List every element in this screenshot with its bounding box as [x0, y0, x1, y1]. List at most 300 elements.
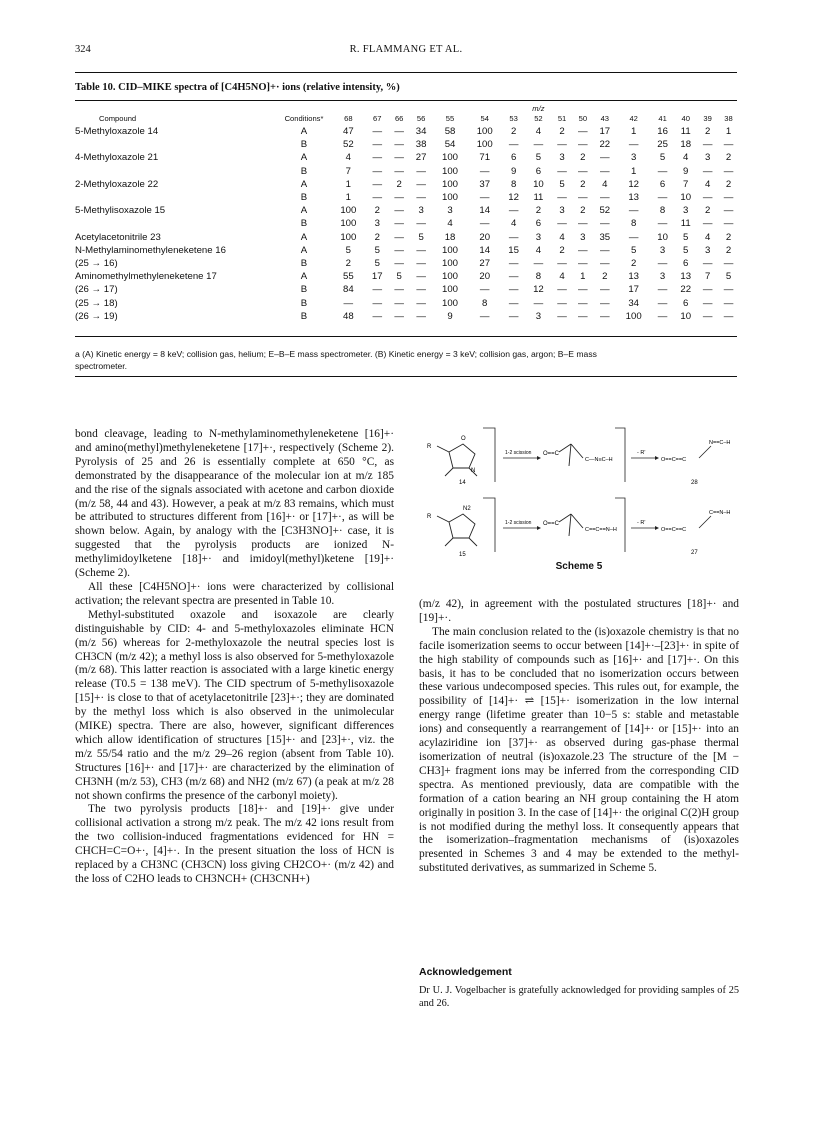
intensity-cell: 5: [683, 244, 689, 256]
intensity-cell: 2: [580, 152, 586, 164]
intensity-cell: 16: [657, 126, 668, 137]
intensity-cell: 15: [508, 244, 519, 256]
intensity-cell: 4: [345, 152, 352, 164]
intensity-cell: 12: [533, 284, 544, 296]
column-header-mz: 55: [445, 114, 455, 123]
intensity-cell: —: [394, 297, 404, 309]
left-column: [75, 428, 394, 887]
condition-cell: A: [300, 178, 308, 190]
intensity-cell: 3: [535, 310, 542, 322]
column-header-mz: 56: [416, 114, 426, 123]
intensity-cell: 1: [580, 271, 586, 283]
intensity-cell: 9: [510, 165, 517, 177]
intensity-cell: —: [372, 178, 383, 190]
intensity-cell: 17: [628, 284, 640, 296]
compound-cell: [75, 217, 277, 230]
intensity-cell: —: [557, 218, 567, 230]
intensity-cell: 2: [559, 244, 565, 256]
intensity-cell: —: [628, 205, 639, 217]
intensity-cell: —: [557, 284, 567, 296]
intensity-cell: 4: [535, 126, 542, 137]
ring-atom-n: N: [471, 468, 476, 474]
intensity-cell: —: [394, 165, 404, 177]
intensity-cell: —: [372, 297, 383, 309]
intensity-cell: 10: [680, 310, 692, 322]
intensity-cell: —: [599, 152, 610, 164]
column-header-mz: 38: [724, 114, 733, 123]
intensity-cell: 5: [559, 178, 565, 190]
intensity-cell: —: [723, 310, 734, 322]
intensity-cell: 1: [631, 165, 637, 177]
intensity-cell: —: [578, 192, 588, 204]
condition-cell: B: [300, 165, 308, 177]
intensity-cell: 13: [680, 271, 692, 283]
condition-cell: A: [300, 126, 308, 137]
intensity-cell: 3: [374, 218, 380, 230]
intensity-cell: 17: [599, 126, 611, 137]
table-caption: Table 10. CID–MIKE spectra of [C4H5NO]+· ions (relative intensity, %): [75, 82, 400, 93]
intensity-cell: —: [723, 258, 734, 270]
intensity-cell: —: [416, 244, 426, 256]
intensity-cell: 22: [680, 284, 692, 296]
intensity-cell: 2: [374, 231, 380, 243]
intensity-cell: 35: [599, 231, 611, 243]
table-top-rule: [75, 100, 737, 101]
intensity-cell: —: [394, 152, 404, 164]
column-header-mz: 39: [703, 114, 712, 123]
intensity-cell: 100: [340, 231, 357, 243]
intensity-cell: 100: [340, 205, 357, 217]
bond: [699, 446, 711, 458]
intensity-cell: —: [372, 165, 383, 177]
intensity-cell: 47: [343, 126, 354, 137]
intensity-cell: —: [578, 297, 588, 309]
column-header-mz: 42: [629, 114, 638, 123]
intensity-cell: —: [394, 205, 404, 217]
intensity-cell: —: [394, 258, 404, 270]
intensity-cell: 3: [559, 205, 565, 217]
table-row: [75, 138, 739, 151]
intensity-cell: —: [702, 297, 713, 309]
intensity-cell: —: [557, 165, 567, 177]
intensity-cell: 2: [510, 126, 517, 137]
paragraph: The two pyrolysis products [18]+· and [19]+· give under collisional activation a strong m/z peak. The m/z 42 ions result from the two collision-induced fragmentations evidenced for HN = CHCH=C=O+·, [4]+·. In the present situation the loss of HCN is replaced by a CH3NC (CH3CN) loss giving CH2CO+· (m/z 42) and the loss of C2HO leads to CH3NCH+ (CH3CNH+): [75, 803, 394, 885]
ketene-structure: [559, 444, 583, 466]
intensity-cell: —: [394, 284, 404, 296]
intensity-cell: 22: [599, 139, 611, 151]
intensity-cell: 6: [683, 297, 689, 309]
intensity-cell: —: [372, 152, 383, 164]
intensity-cell: —: [533, 258, 544, 270]
intensity-cell: —: [508, 139, 519, 151]
intensity-cell: 7: [683, 178, 689, 190]
intensity-cell: 4: [510, 218, 517, 230]
intensity-cell: 6: [535, 165, 542, 177]
paragraph: All these [C4H5NO]+· ions were characterized by collisional activation; the relevant spectra are presented in Table 10.: [75, 580, 394, 607]
intensity-cell: 5: [683, 231, 689, 243]
compound-cell: 2-Methyloxazole 22: [75, 178, 159, 190]
intensity-cell: 38: [415, 139, 427, 151]
intensity-cell: 1: [345, 178, 352, 190]
scission-label: 1-2 scission: [505, 520, 532, 526]
column-header-mz: 66: [394, 114, 404, 123]
intensity-cell: —: [394, 126, 404, 137]
cid-mike-table: [75, 104, 739, 323]
intensity-cell: 6: [535, 218, 542, 230]
intensity-cell: 12: [628, 178, 640, 190]
section-rule: [75, 376, 737, 377]
intensity-cell: 4: [704, 178, 711, 190]
intensity-cell: 5: [374, 258, 380, 270]
intensity-cell: 2: [559, 126, 565, 137]
intensity-cell: 5: [396, 271, 402, 283]
intensity-cell: —: [416, 284, 426, 296]
intensity-cell: —: [599, 284, 610, 296]
column-header-mz: 43: [600, 114, 610, 123]
intensity-cell: —: [628, 139, 639, 151]
compound-label: 27: [691, 550, 698, 556]
table-row: [75, 257, 739, 270]
table-row: [75, 244, 739, 257]
intensity-cell: 100: [442, 178, 459, 190]
substituent-r: R: [427, 514, 432, 520]
intensity-cell: 3: [418, 205, 424, 217]
intensity-cell: —: [372, 126, 383, 137]
scheme-5-diagram: [419, 420, 739, 580]
intensity-cell: 100: [442, 244, 459, 256]
intensity-cell: —: [702, 165, 713, 177]
intensity-cell: 10: [533, 178, 544, 190]
intensity-cell: —: [416, 258, 426, 270]
intensity-cell: 2: [580, 178, 586, 190]
intensity-cell: —: [416, 192, 426, 204]
radical-bracket: [615, 498, 625, 552]
intensity-cell: —: [578, 218, 588, 230]
intensity-cell: 4: [602, 178, 608, 190]
intensity-cell: —: [723, 218, 734, 230]
intensity-cell: 48: [343, 310, 354, 322]
intensity-cell: 54: [444, 139, 456, 151]
product-text: O==C==C: [661, 457, 687, 463]
condition-cell: A: [300, 244, 308, 256]
paragraph: (m/z 42), in agreement with the postulated structures [18]+· and [19]+·.: [419, 598, 739, 624]
intensity-cell: —: [394, 139, 404, 151]
compound-label: 28: [691, 480, 698, 486]
intensity-cell: —: [508, 284, 519, 296]
intensity-cell: —: [578, 165, 588, 177]
compound-cell: Aminomethylmethyleneketene 17: [75, 271, 217, 283]
intensity-cell: 11: [680, 218, 691, 230]
intensity-cell: —: [416, 310, 426, 322]
intensity-cell: 8: [482, 297, 488, 309]
acknowledgement-heading: Acknowledgement: [419, 966, 512, 978]
table-body: [75, 125, 739, 323]
compound-cell: (25 → 18): [75, 297, 118, 309]
condition-cell: A: [300, 152, 308, 164]
intensity-cell: —: [394, 310, 404, 322]
intensity-cell: 5: [535, 152, 542, 164]
loss-label: - R': [637, 450, 646, 456]
intensity-cell: 1: [725, 126, 732, 137]
radical-bracket: [615, 428, 625, 482]
intensity-cell: 6: [683, 258, 689, 270]
intensity-cell: —: [702, 192, 713, 204]
radical-bracket: [483, 498, 495, 552]
column-header-mz: 68: [344, 114, 353, 123]
intensity-cell: 100: [442, 297, 459, 309]
mz-label: m/z: [532, 104, 545, 113]
intensity-cell: —: [557, 192, 567, 204]
intensity-cell: —: [394, 231, 404, 243]
table-row: [75, 310, 739, 323]
intensity-cell: 100: [476, 139, 493, 151]
intensity-cell: 2: [396, 178, 402, 190]
intensity-cell: 4: [559, 231, 565, 243]
intensity-cell: —: [533, 139, 544, 151]
intensity-cell: 4: [683, 152, 689, 164]
intensity-cell: 3: [683, 205, 689, 217]
intensity-cell: 4: [559, 271, 565, 283]
intensity-cell: —: [479, 218, 490, 230]
loss-label: - R': [637, 520, 646, 526]
intensity-cell: 18: [444, 231, 456, 243]
intensity-cell: 52: [343, 139, 354, 151]
compound-cell: 5-Methylisoxazole 15: [75, 205, 166, 217]
intensity-cell: —: [372, 192, 383, 204]
intensity-cell: 7: [704, 271, 711, 283]
intensity-cell: 37: [479, 178, 491, 190]
intensity-cell: 3: [704, 152, 711, 164]
ketene-o: O==C: [543, 521, 560, 527]
product-text: C==N–H: [709, 510, 731, 516]
intensity-cell: 5: [659, 152, 666, 164]
compound-cell: [75, 138, 277, 151]
intensity-cell: 13: [628, 271, 640, 283]
intensity-cell: 2: [580, 205, 586, 217]
intensity-cell: 1: [345, 192, 352, 204]
intensity-cell: —: [508, 258, 519, 270]
intensity-cell: —: [557, 297, 567, 309]
ring-atom-o: O: [461, 436, 466, 442]
table-bottom-rule: [75, 336, 737, 337]
compound-cell: 4-Methyloxazole 21: [75, 152, 159, 164]
column-header-mz: 54: [480, 114, 489, 123]
intensity-cell: —: [394, 244, 404, 256]
intensity-cell: 11: [533, 192, 544, 204]
intensity-cell: —: [416, 218, 426, 230]
intensity-cell: 100: [442, 284, 459, 296]
intensity-cell: 2: [704, 205, 711, 217]
intensity-cell: 8: [535, 271, 542, 283]
ketene-o: O==C: [543, 451, 560, 457]
ring-atom-on: N2: [463, 506, 471, 512]
intensity-cell: —: [372, 310, 383, 322]
condition-cell: A: [300, 205, 308, 217]
paragraph: The main conclusion related to the (is)oxazole chemistry is that no facile isomerization seems to occur between [14]+·–[23]+· in spite of the high stability of compounds such as [16]+· and [17]+·. On this basis, it has to be concluded that no isomerization occurs between these various undecomposed species. This rules out, for example, the possibility of [14]+· ⇌ [15]+· isomerization in the low internal energy range (lifetime greater than 10−5 s: stable and metastable ions) and consequently a rearrangement of [14]+· or [15]+· into an acylaziridine ion [37]+· as observed during gas-phase thermal isomerization of neutral (is)oxazole.23 The structure of the [M − CH3]+ fragment ions may be inferred from the corresponding CID spectra. As mentioned previously, data are compatible with the formation of a cation bearing an NH group containing the H atom originally in position 3. In the case of [14]+· the original C(2)H group is not modified during the methyl loss. It consequently appears that the isomerization–fragmentation mechanisms of (is)oxazoles presented in Schemes 3 and 4 may be extended to the methyl-substituted derivatives, as summarized in Scheme 5.: [419, 625, 739, 875]
compound-label: 14: [459, 480, 466, 486]
intensity-cell: —: [723, 192, 734, 204]
intensity-cell: —: [479, 192, 490, 204]
intensity-cell: 7: [345, 165, 352, 177]
intensity-cell: —: [599, 258, 610, 270]
intensity-cell: —: [394, 192, 404, 204]
intensity-cell: —: [578, 244, 588, 256]
intensity-cell: —: [557, 310, 567, 322]
intensity-cell: —: [702, 258, 713, 270]
intensity-cell: 8: [510, 178, 517, 190]
right-column: [419, 598, 739, 876]
intensity-cell: —: [599, 192, 610, 204]
paragraph: Methyl-substituted oxazole and isoxazole are clearly distinguishable by CID: 4- and 5-methyloxazoles eliminate HCN (m/z 56) whereas for 2-methyloxazole the neutral species lost is CH3CN (m/z 42); a methyl loss is also observed for 5-methyloxazole (m/z 68). This latter reaction is associated with a large kinetic energy release (T0.5 = 138 meV). The CID spectrum of 5-methylisoxazole [15]+· is close to that of acetylacetonitrile [23]+·; they are dominated by the methyl loss which is also observed in the unimolecular (MIKE) spectra. There are also, however, significant differences which allow identification of structures [15]+· and [23]+·, viz. the m/z 55/54 ratio and the m/z 29–26 region (absent from Table 10). Structures [16]+· and [17]+· are characterized by the elimination of CH3NH (m/z 53), CH3 (m/z 68) and NH2 (m/z 67) (a peak at m/z 28 not shown confirms the presence of the carbonyl moiety).: [75, 608, 394, 802]
intensity-cell: —: [416, 297, 426, 309]
intensity-cell: 100: [442, 192, 459, 204]
intensity-cell: —: [599, 165, 610, 177]
intensity-cell: 4: [447, 218, 453, 230]
intensity-cell: 3: [580, 231, 586, 243]
table-row: [75, 125, 739, 138]
bond: [699, 516, 711, 528]
intensity-cell: —: [723, 205, 734, 217]
intensity-cell: 10: [657, 231, 668, 243]
intensity-cell: 20: [479, 231, 491, 243]
intensity-cell: 5: [418, 231, 424, 243]
intensity-cell: 27: [479, 258, 491, 270]
intensity-cell: —: [657, 192, 668, 204]
isoxazole-structure: [437, 514, 477, 546]
column-header-mz: 52: [534, 114, 543, 123]
intensity-cell: —: [723, 165, 734, 177]
intensity-cell: 3: [535, 231, 542, 243]
scheme-title: Scheme 5: [555, 561, 603, 572]
intensity-cell: —: [723, 139, 734, 151]
intensity-cell: 55: [343, 271, 354, 283]
intensity-cell: —: [394, 218, 404, 230]
intensity-cell: 100: [340, 218, 357, 230]
product-text: O==C==C: [661, 527, 687, 533]
arrow-head: [537, 526, 541, 530]
intensity-cell: —: [479, 165, 490, 177]
column-header-compound: Compound: [99, 114, 137, 123]
intensity-cell: 3: [659, 271, 666, 283]
condition-cell: A: [300, 271, 308, 283]
intensity-cell: 2: [631, 258, 637, 270]
intensity-cell: —: [599, 297, 610, 309]
intensity-cell: 9: [683, 165, 689, 177]
page-number: 324: [75, 44, 91, 55]
intensity-cell: —: [657, 165, 668, 177]
intensity-cell: —: [657, 218, 668, 230]
product-text: N==C–H: [709, 440, 731, 446]
condition-cell: A: [300, 231, 308, 243]
intensity-cell: 6: [659, 178, 666, 190]
intensity-cell: —: [557, 258, 567, 270]
intensity-cell: 2: [725, 178, 732, 190]
intensity-cell: —: [508, 205, 519, 217]
table-row: [75, 178, 739, 191]
intensity-cell: —: [416, 178, 426, 190]
column-header-mz: 40: [681, 114, 690, 123]
footnote-line-2: spectrometer.: [75, 361, 128, 371]
intensity-cell: 11: [680, 126, 691, 137]
ketene-n: C==C==N–H: [585, 527, 617, 533]
table-row: [75, 165, 739, 178]
intensity-cell: 2: [725, 244, 732, 256]
intensity-cell: 5: [345, 244, 352, 256]
intensity-cell: —: [578, 284, 588, 296]
compound-cell: [75, 165, 277, 178]
intensity-cell: —: [343, 297, 354, 309]
intensity-cell: 1: [631, 126, 637, 137]
intensity-cell: 100: [442, 258, 459, 270]
column-header-conditions: Conditions*: [284, 114, 324, 123]
intensity-cell: 2: [535, 205, 542, 217]
intensity-cell: —: [628, 231, 639, 243]
condition-cell: B: [300, 297, 308, 309]
table-row: [75, 270, 739, 283]
intensity-cell: 8: [631, 218, 637, 230]
intensity-cell: 84: [343, 284, 354, 296]
intensity-cell: —: [723, 297, 734, 309]
arrow-head: [537, 456, 541, 460]
intensity-cell: 2: [704, 126, 711, 137]
condition-cell: B: [300, 139, 308, 151]
intensity-cell: 5: [725, 271, 732, 283]
compound-cell: Acetylacetonitrile 23: [75, 231, 161, 243]
header-rule: [75, 72, 737, 73]
intensity-cell: 2: [345, 258, 352, 270]
intensity-cell: —: [508, 297, 519, 309]
intensity-cell: 5: [631, 244, 637, 256]
table-row: [75, 217, 739, 230]
arrow-head: [655, 456, 659, 460]
intensity-cell: —: [657, 297, 668, 309]
intensity-cell: —: [578, 258, 588, 270]
condition-cell: B: [300, 192, 308, 204]
intensity-cell: 58: [444, 126, 456, 137]
intensity-cell: 18: [680, 139, 692, 151]
intensity-cell: —: [508, 271, 519, 283]
compound-cell: (25 → 16): [75, 258, 118, 270]
compound-cell: (26 → 19): [75, 310, 118, 322]
intensity-cell: —: [702, 139, 713, 151]
intensity-cell: 3: [559, 152, 565, 164]
intensity-cell: 9: [447, 310, 453, 322]
radical-bracket: [483, 428, 495, 482]
intensity-cell: 100: [476, 126, 493, 137]
intensity-cell: 17: [371, 271, 383, 283]
running-header: [75, 44, 737, 60]
intensity-cell: —: [578, 126, 588, 137]
intensity-cell: —: [416, 165, 426, 177]
intensity-cell: 6: [510, 152, 517, 164]
intensity-cell: —: [657, 284, 668, 296]
ketene-structure: [559, 514, 583, 536]
intensity-cell: —: [723, 284, 734, 296]
scission-label: 1-2 scission: [505, 450, 532, 456]
intensity-cell: 3: [704, 244, 711, 256]
intensity-cell: —: [702, 284, 713, 296]
arrow-head: [655, 526, 659, 530]
condition-cell: B: [300, 284, 308, 296]
table-row: [75, 283, 739, 296]
column-header-mz: 41: [658, 114, 667, 123]
paragraph: bond cleavage, leading to N-methylaminomethyleneketene [16]+· and amino(methyl)methyleneketene [17]+·, respectively (Scheme 2). Pyrolysis of 25 and 26 is essentially complete at 650 °C, as demonstrated by the disappearance of the molecular ion at m/z 185 and the rise of the signals associated with acetone and carbon dioxide (m/z 58, 44 and 43). However, a peak at m/z 83 remains, which must be attributed to structures different from [16]+· or [17]+·, as will be shown below. Again, by analogy with the [C3H3NO]+· case, it is suggested that the pyrolysis products are ionized N-methylimidoylketene [18]+· and imidoyl(methyl)ketene [19]+· (Scheme 2).: [75, 428, 394, 580]
table-footnote: [75, 348, 739, 372]
intensity-cell: —: [508, 310, 519, 322]
intensity-cell: —: [479, 310, 490, 322]
intensity-cell: —: [599, 310, 610, 322]
column-header-mz: 53: [509, 114, 518, 123]
